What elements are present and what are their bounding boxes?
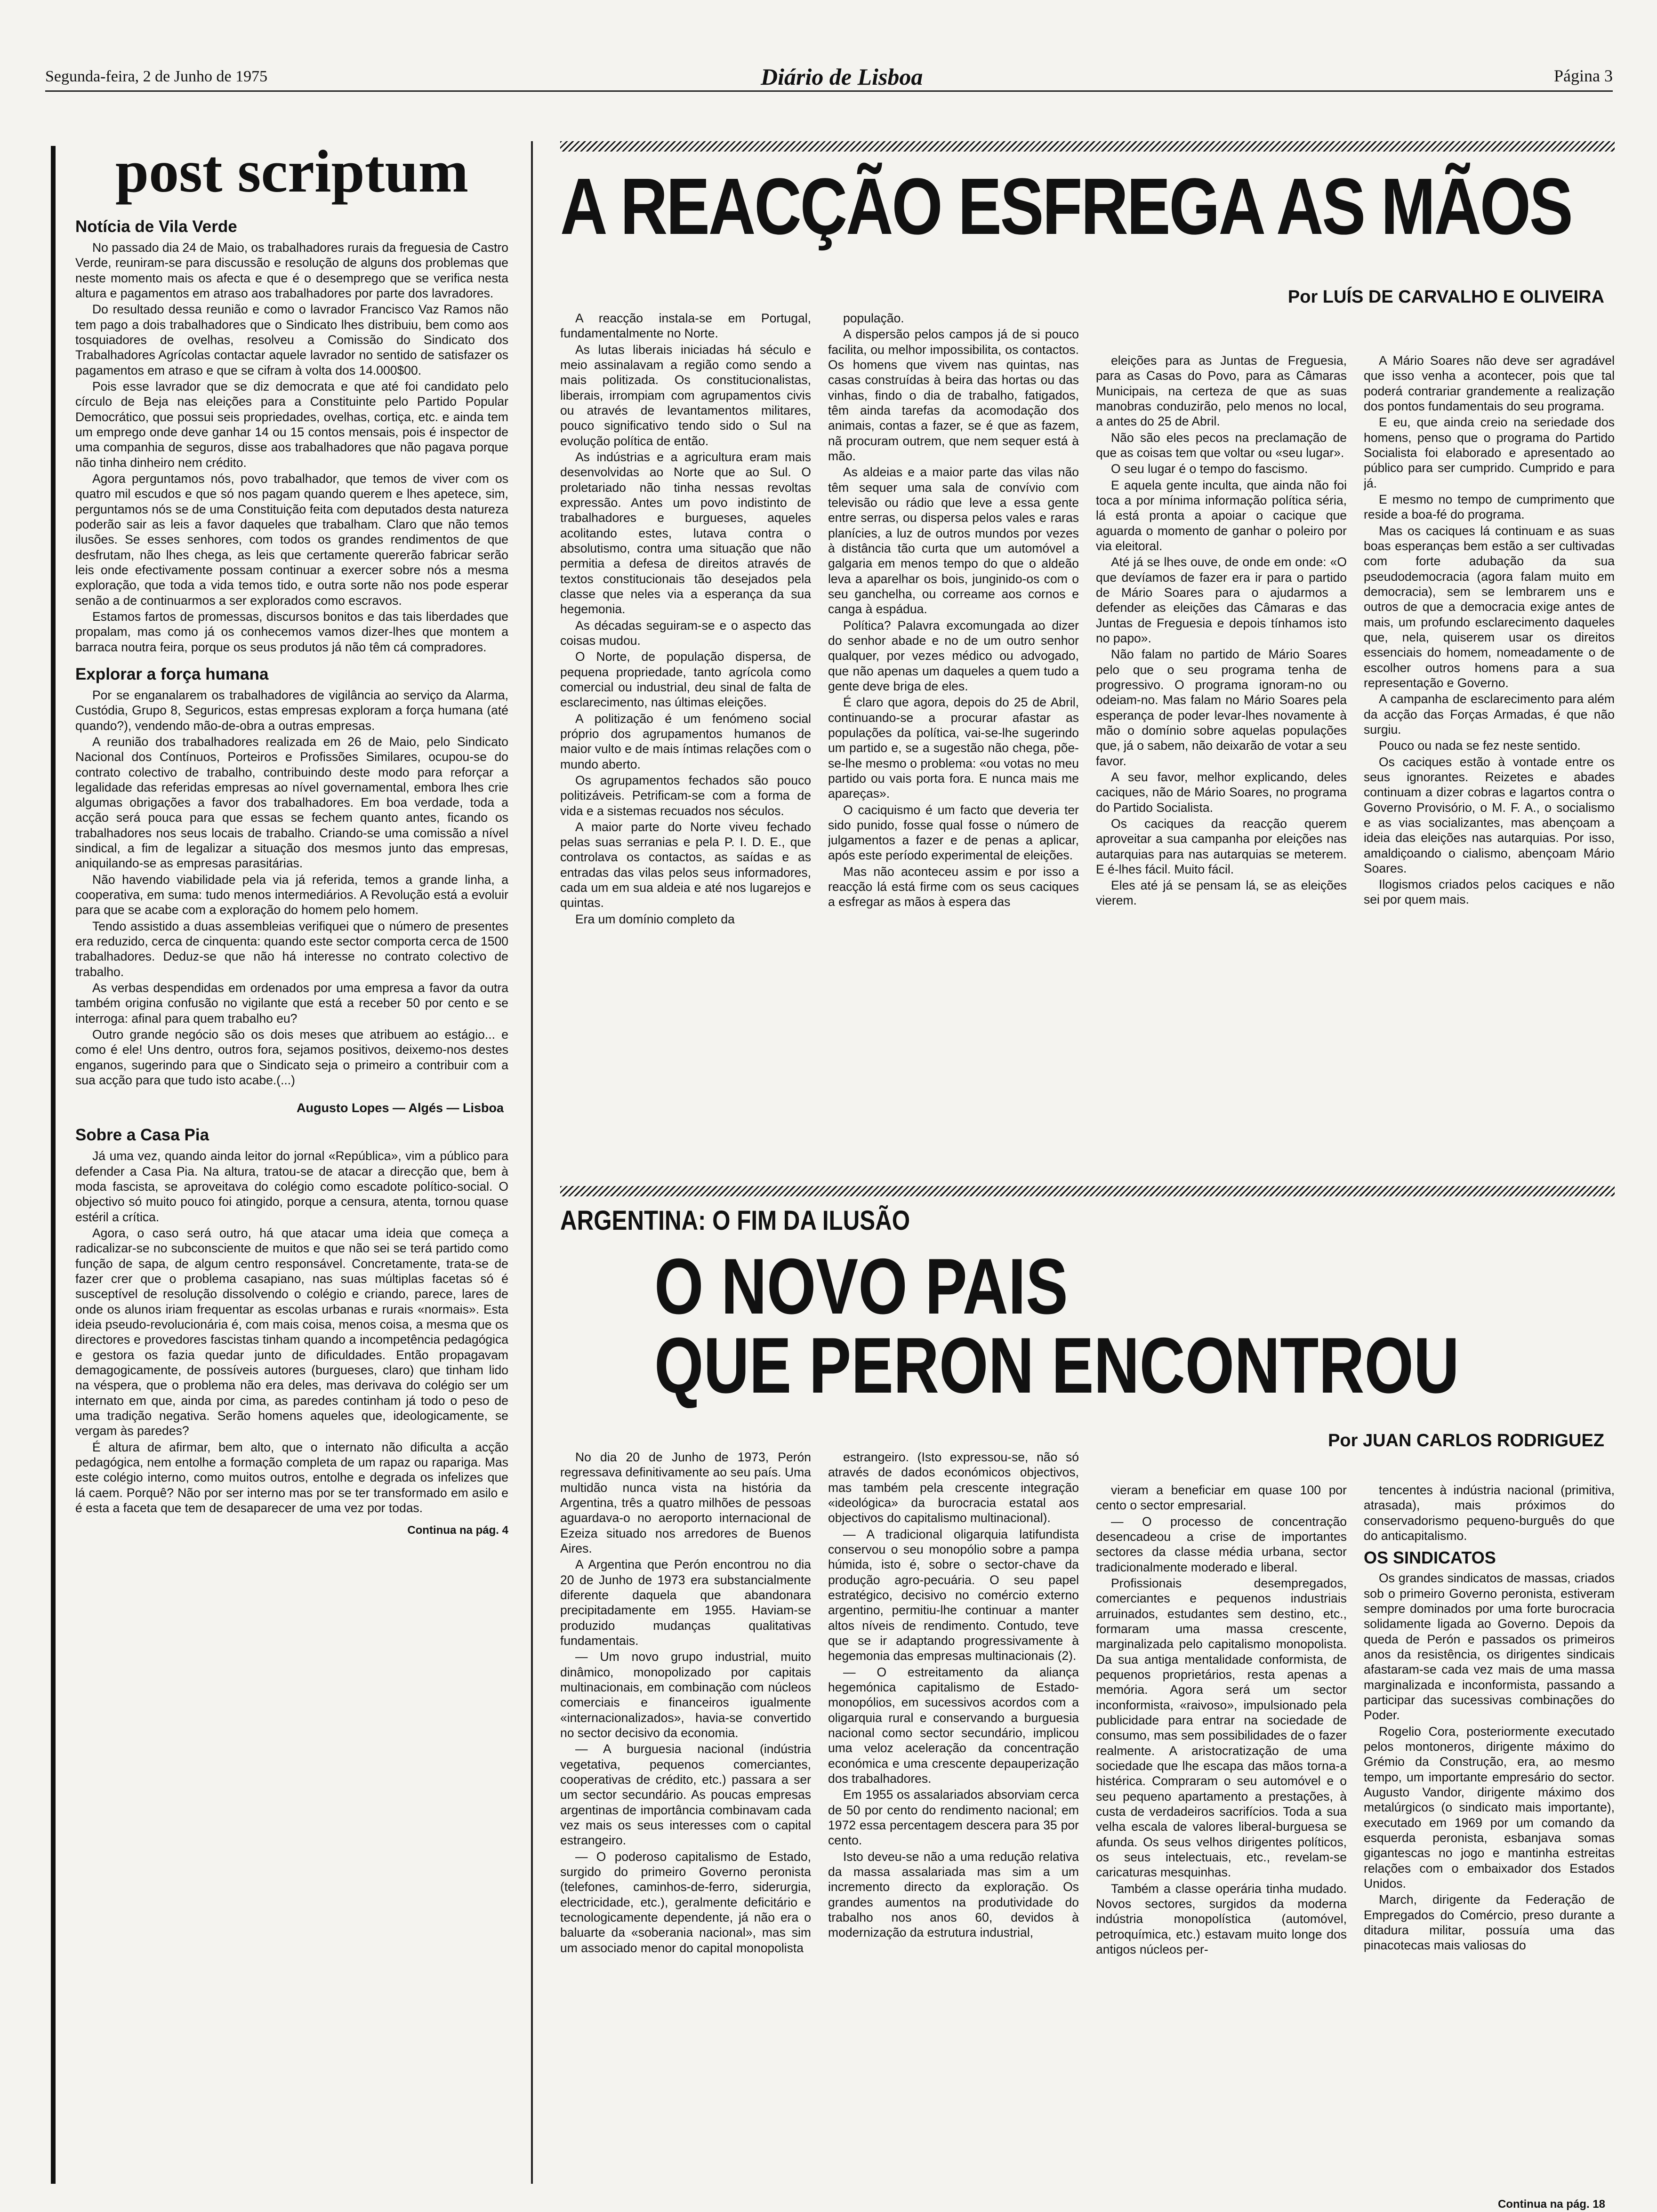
- paragraph: vieram a beneficiar em quase 100 por cento o sector empresarial.: [1096, 1483, 1347, 1513]
- article-byline: Por LUÍS DE CARVALHO E OLIVEIRA: [1287, 287, 1604, 307]
- section-heading-casa-pia: Sobre a Casa Pia: [75, 1126, 209, 1145]
- paragraph: A Argentina que Perón encontrou no dia 20 de Junho de 1973 era substancialmente diferente daquela que abandonara precipitadamente em 1955. Haviam-se produzido mudanças qualitativas fundamentais.: [560, 1557, 811, 1648]
- paragraph: E mesmo no tempo de cumprimento que reside a boa-fé do programa.: [1364, 492, 1615, 522]
- paragraph: Pois esse lavrador que se diz democrata e que até foi candidato pelo círculo de Beja nas eleições para a Constituinte pelo Partido Popular Democrático, que possui seis propriedades, ovelhas, cortiça, etc. e ainda tem um emprego onde deve ganhar 14 ou 15 contos mensais, pois é inspector de uma companhia de seguros, disse aos trabalhadores que não pagava porque não tinha dinheiro nem crédito.: [75, 379, 508, 470]
- article-byline: Por JUAN CARLOS RODRIGUEZ: [1328, 1431, 1604, 1451]
- paragraph: As indústrias e a agricultura eram mais desenvolvidas ao Norte que ao Sul. O proletariado não tinha nessas revoltas expressão. Antes um povo indistinto de trabalhadores e burgueses, aqueles acolitando estes, lutava contra o absolutismo, contra uma situação que não permitia a defesa de direitos através de textos constitucionais tão desejados pela classe que neles via a esperança da sua hegemonia.: [560, 449, 811, 617]
- paragraph: March, dirigente da Federação de Empregados do Comércio, preso durante a ditadura militar, possuía uma das pinacotecas mais valiosas do: [1364, 1892, 1615, 1953]
- paragraph: Até já se lhes ouve, de onde em onde: «O que devíamos de fazer era ir para o partido de Mário Soares para o ajudarmos a defender as eleições das Câmaras e das Juntas de Freguesia e depois tínhamos isto no papo».: [1096, 555, 1347, 645]
- paragraph: No dia 20 de Junho de 1973, Perón regressava definitivamente ao seu país. Uma multidão nunca vista na história da Argentina, três a quatro milhões de pessoas aguardava-o no aeroporto internacional de Ezeiza situado nos arredores de Buenos Aires.: [560, 1450, 811, 1555]
- paragraph: Não são eles pecos na preclamação de que as coisas tem que voltar ou «seu lugar».: [1096, 430, 1347, 460]
- paragraph: As lutas liberais iniciadas há século e meio assinalavam a região como sendo a mais politizada. Os constitucionalistas, liberais, irrompiam com agrupamentos civis ou através de levantamentos militares, pouco significativo tendo sido o Sul na evolução política de então.: [560, 342, 811, 448]
- paragraph: Agora perguntamos nós, povo trabalhador, que temos de viver com os quatro mil escudos e que só nos pagam quando querem e lhes apetece, sim, perguntamos nós se de uma Constituição feita com deputados desta natureza poderão sair as leis a favor daqueles que trabalham. Claro que não temos ilusões. Se esses senhores, com todos os grandes rendimentos de que desfrutam, não lhes chega, as leis que certamente quererão fabricar serão leis onde efectivamente possam continuar a exercer sobre nós a mesma exploração, que toda a vida temos tido, e outra sorte não nos pode esperar senão a de continuarmos a ser explorados como escravos.: [75, 471, 508, 608]
- paragraph: No passado dia 24 de Maio, os trabalhadores rurais da freguesia de Castro Verde, reuniram-se para discussão e resolução de alguns dos problemas que neste momento mais os afecta e que é o desemprego que se verifica nesta altura e pagamentos em atraso aos trabalhadores por parte dos lavradores.: [75, 240, 508, 300]
- paragraph: É claro que agora, depois do 25 de Abril, continuando-se a procurar afastar as populações da política, vai-se-lhe sugerindo um partido e, se a sugestão não chega, põe-se-lhe mesmo o problema: «ou votas no meu partido ou vais porta fora. E nunca mais me apareças».: [828, 695, 1079, 801]
- paragraph: Os grandes sindicatos de massas, criados sob o primeiro Governo peronista, estiveram sempre dominados por uma forte burocracia solidamente ligada ao Governo. Depois da queda de Perón e passados os primeiros anos da resistência, os dirigentes sindicais afastaram-se cada vez mais de uma massa marginalizada e inconformista, passando a participar das sucessivas combinações do Poder.: [1364, 1571, 1615, 1723]
- paragraph: A politização é um fenómeno social próprio dos agrupamentos humanos de maior vulto e de mais íntimas relações com o mundo aberto.: [560, 711, 811, 771]
- paragraph: As verbas despendidas em ordenados por uma empresa a favor da outra também origina confusão no vigilante que está a receber 50 por cento e se interroga: afinal para quem trabalho eu?: [75, 981, 508, 1026]
- paragraph: Do resultado dessa reunião e como o lavrador Francisco Vaz Ramos não tem pago a dois trabalhadores que o Sindicato lhes distribuiu, bem como aos tosquiadores de ovelhas, resolveu a Comissão do Sindicato dos Trabalhadores Agrícolas contactar aquele lavrador no sentido de satisfazer os pagamentos em atraso e que se cifram à volta dos 14.000$00.: [75, 302, 508, 377]
- paragraph: A Mário Soares não deve ser agradável que isso venha a acontecer, pois que tal poderá contrariar grandemente a realização dos pontos fundamentais do seu programa.: [1364, 353, 1615, 413]
- page-header: [45, 61, 1613, 94]
- letter-signature: Augusto Lopes — Algés — Lisboa: [296, 1101, 504, 1115]
- text-column: [1096, 311, 1347, 1167]
- paragraph: As décadas seguiram-se e o aspecto das coisas mudou.: [560, 618, 811, 648]
- column-divider: [531, 141, 533, 2184]
- article-headline: [654, 1242, 1459, 1410]
- paragraph: tencentes à indústria nacional (primitiva, atrasada), mais próximos do conservadorismo pequeno-burguês do que do anticapitalismo.: [1364, 1483, 1615, 1543]
- paragraph: O caciquismo é um facto que deveria ter sido punido, fosse qual fosse o número de julgamentos a fazer e de penas a aplicar, após este período experimental de eleições.: [828, 802, 1079, 863]
- paragraph: Era um domínio completo da: [575, 912, 735, 926]
- paragraph: Não havendo viabilidade pela via já referida, temos a grande linha, a cooperativa, em suma: tudo menos intermediários. A Revolução está a evoluir para que se acabe com a exploração do homem pelo homem.: [75, 872, 508, 917]
- paragraph: Os caciques da reacção querem aproveitar a sua campanha por eleições nas autarquias para nas autarquias se meterem. E é-lhes fácil. Muito fácil.: [1096, 816, 1347, 876]
- paragraph: Pouco ou nada se fez neste sentido.: [1379, 738, 1581, 753]
- paragraph: A maior parte do Norte viveu fechado pelas suas serranias e pela P. I. D. E., que controlava os contactos, as saídas e as entradas das vilas pelos seus informadores, cada um em sua aldeia e até nos lugarejos e quintas.: [560, 819, 811, 910]
- paragraph: Agora, o caso será outro, há que atacar uma ideia que começa a radicalizar-se no subconsciente de muitos e que não sei se terá partido como função de sapa, de algum centro responsável. Concretamente, trata-se de fazer crer que o problema casapiano, nas suas múltiplas facetas só é susceptível de resolução dissolvendo o colégio e criando, parece, lares de onde os alunos iriam frequentar as escolas urbanas e rurais «normais». Esta ideia pseudo-revolucionária é, com mais coisa, menos coisa, a mesma que os directores e provedores fascistas tinham quando a incompetência pedagógica e gestora os fazia quedar junto de dificuldades. Então propagavam demagogicamente, de possíveis autores (burgueses, claro) que tinham lido na véspera, que o problema não era deles, mas derivava do colégio ser um internato em que, ainda por cima, as paredes continham já todo o peso de uma tradição negativa. Serão homens aqueles que, ideologicamente, se vergam às paredes?: [75, 1226, 508, 1438]
- paragraph: Já uma vez, quando ainda leitor do jornal «República», vim a público para defender a Casa Pia. Na altura, tratou-se de atacar a direcção que, bem à moda fascista, se aproveitava do colégio como escadote político-social. O objectivo só muito pouco foi atingido, porque a censura, atenta, tornou quase estéril a crítica.: [75, 1149, 508, 1224]
- article-argentina: [560, 1186, 1615, 2212]
- paragraph: As aldeias e a maior parte das vilas não têm sequer uma sala de convívio com televisão ou rádio que leve a essa gente entre serras, ou dispersa pelos vales e raras planícies, a luz de outros mundos por vezes à distância tão curta que um automóvel a galgaria em menos tempo do que o aldeão leva a aparelhar os bois, junginido-os com o seu ganchelha, ou correame aos cornos e canga à espádua.: [828, 465, 1079, 617]
- paragraph: Política? Palavra excomungada ao dizer do senhor abade e no de um outro senhor qualquer, por vezes médico ou advogado, que não apenas um daqueles a quem tudo a gente deve briga de eles.: [828, 618, 1079, 693]
- text-column: [828, 311, 1079, 1167]
- hatched-rule: [560, 1186, 1615, 1196]
- paragraph: E aquela gente inculta, que ainda não foi toca a por mínima informação política séria, lá está pronta a apoiar o cacique que aguarda o momento de ganhar o poleiro por via eleitoral.: [1096, 478, 1347, 553]
- hatched-rule: [560, 141, 1615, 152]
- page-number: Página 3: [1554, 66, 1613, 85]
- headline-line: O NOVO PAIS: [654, 1242, 1068, 1330]
- paragraph: O seu lugar é o tempo do fascismo.: [1111, 462, 1308, 476]
- paragraph: Os caciques estão à vontade entre os seus ignorantes. Reizetes e abades continuam a dizer cobras e lagartos contra o Governo Provisório, o M. F. A., o socialismo e as vias socializantes, mas abençoam a ideia das eleições nas autarquias. Por isso, amaldiçoando o cialismo, abençoam Mário Soares.: [1364, 754, 1615, 875]
- paragraph: A reacção instala-se em Portugal, fundamentalmente no Norte.: [560, 311, 811, 341]
- section-heading-sindicatos: OS SINDICATOS: [1364, 1548, 1496, 1568]
- paragraph: Ilogismos criados pelos caciques e não sei por quem mais.: [1364, 877, 1615, 907]
- post-scriptum-title: post scriptum: [115, 141, 469, 205]
- paragraph: A campanha de esclarecimento para além da acção das Forças Armadas, é que não surgiu.: [1364, 692, 1615, 737]
- paragraph: Tendo assistido a duas assembleias verifiquei que o número de presentes era reduzido, cerca de cinquenta: quando este sector comporta cerca de 1500 trabalhadores. Deduz-se que não há interesse no contrato colectivo de trabalho.: [75, 919, 508, 979]
- paragraph: — O poderoso capitalismo de Estado, surgido do primeiro Governo peronista (telefones, caminhos-de-ferro, siderurgia, electricidade, etc.), geralmente deficitário e tecnologicamente dependente, já não era o baluarte da «soberania nacional», mas sim um associado menor do capital monopolista: [560, 1849, 811, 1955]
- paragraph: Mas os caciques lá continuam e as suas boas esperanças bem estão a ser cultivadas com forte adubação da sua pseudodemocracia (agora falam muito em democracia), sem se lembrarem uns e outros de que a democracia exige antes de mais, um profundo esclarecimento daqueles que, nela, quiserem usar os direitos essenciais do homem, nomeadamente o de escolher outros homens para a sua representação e Governo.: [1364, 523, 1615, 690]
- paragraph: estrangeiro. (Isto expressou-se, não só através de dados económicos objectivos, mas também pela crescente integração «ideológica» da burocracia estatal aos objectivos do capitalismo multinacional).: [828, 1450, 1079, 1525]
- text-column: [828, 1450, 1079, 2193]
- text-column: [560, 1450, 811, 2193]
- post-scriptum-side-rule: [51, 146, 56, 2184]
- paragraph: A reunião dos trabalhadores realizada em 26 de Maio, pelo Sindicato Nacional dos Contínuos, Porteiros e Profissões Similares, ocupou-se do contrato colectivo de trabalho, contribuindo deste modo para reforçar a legalidade das referidas empresas ao nível governamental, embora lhes crie algumas obrigações a favor dos trabalhadores. Em boa verdade, toda a acção será pouca para que essas se fechem quanto antes, ficando os trabalhadores nos seus locais de trabalho. Criando-se uma comissão a nível sindical, a fim de legalizar a situação dos mesmos junto das empresas, aniquilando-se as empresas parasitárias.: [75, 734, 508, 871]
- header-rule: [45, 90, 1613, 92]
- paragraph: Também a classe operária tinha mudado. Novos sectores, surgidos da moderna indústria monopolística (automóvel, petroquímica, etc.) estavam muito longe dos antigos núcleos per-: [1096, 1881, 1347, 1956]
- paragraph: Em 1955 os assalariados absorviam cerca de 50 por cento do rendimento nacional; em 1972 essa percentagem descera para 35 por cento.: [828, 1787, 1079, 1848]
- text-column: [1364, 311, 1615, 1167]
- issue-date: Segunda-feira, 2 de Junho de 1975: [45, 68, 268, 85]
- paragraph: — O estreitamento da aliança hegemónica capitalismo de Estado-monopólios, em sucessivos acordos com a oligarquia rural e conservando a burguesia nacional como sector secundário, implicou uma veloz aceleração da concentração económica e uma crescente depauperização dos trabalhadores.: [828, 1665, 1079, 1786]
- article-reaccao: [560, 141, 1615, 1172]
- newspaper-name: Diário de Lisboa: [761, 64, 923, 90]
- paragraph: Isto deveu-se não a uma redução relativa da massa assalariada mas sim a um incremento directo da exploração. Os grandes aumentos na produtividade do trabalho nos anos 60, devidos à modernização da estrutura industrial,: [828, 1849, 1079, 1940]
- continued-note: Continua na pág. 4: [407, 1524, 508, 1537]
- paragraph: Não falam no partido de Mário Soares pelo que o seu programa tenha de progressivo. O programa ignoram-no ou odeiam-no. Mas falam no Mário Soares pela esperança de poder levar-lhes novamente à mão o domínio sobre aquelas populações que, já o sabem, não deixarão de votar a seu favor.: [1096, 647, 1347, 768]
- paragraph: — Um novo grupo industrial, muito dinâmico, monopolizado por capitais multinacionais, em combinação com núcleos comerciais e financeiros igualmente «internacionalizados», havia-se convertido no sector decisivo da economia.: [560, 1650, 811, 1740]
- article-headline: A REACÇÃO ESFREGA AS MÃOS: [560, 162, 1572, 251]
- article-kicker: ARGENTINA: O FIM DA ILUSÃO: [560, 1205, 910, 1236]
- article-columns: [560, 311, 1615, 1167]
- paragraph: Mas não aconteceu assim e por isso a reacção lá está firme com os seus caciques a esfregar as mãos à espera das: [828, 864, 1079, 909]
- text-column: [1096, 1450, 1347, 2193]
- headline-line: QUE PERON ENCONTROU: [654, 1321, 1459, 1410]
- paragraph: população.: [843, 311, 904, 325]
- paragraph: Outro grande negócio são os dois meses que atribuem ao estágio... e como é ele! Uns dentro, outros fora, sejamos positivos, deixemo-nos destes enganos, sugerindo para que o Sindicato seja o primeiro a contribuir com a sua acção para que tudo isto acabe.(...): [75, 1027, 508, 1088]
- text-column: [1364, 1450, 1615, 2193]
- paragraph: Os agrupamentos fechados são pouco politizáveis. Petrificam-se com a forma de vida e a sistemas recuados nos séculos.: [560, 773, 811, 818]
- paragraph: Estamos fartos de promessas, discursos bonitos e das tais liberdades que propalam, mas como já os conhecemos vamos dizer-lhes que montem a barraca noutra feira, porque os seus produtos já não têm cá compradores.: [75, 609, 508, 654]
- post-scriptum-column: [75, 141, 508, 2174]
- section-heading-vila-verde: Notícia de Vila Verde: [75, 217, 237, 236]
- paragraph: — O processo de concentração desencadeou a crise de importantes sectores da classe média urbana, sector tradicionalmente moderado e liberal.: [1096, 1514, 1347, 1574]
- paragraph: Profissionais desempregados, comerciantes e pequenos industriais arruinados, estudantes sem destino, etc., formaram uma massa crescente, marginalizada pelo capitalismo monopolista. Da sua antiga mentalidade conformista, de pequenos proprietários, resta apenas a memória. Agora será um sector inconformista, «raivoso», impulsionado pela publicidade para entrar na sociedade de consumo, mas sem possibilidades de o fazer realmente. A aristocratização de uma sociedade que lhe escapa das mãos torna-a histérica. Compraram o seu automóvel e o seu pequeno apartamento a prestações, à custa de verdadeiros sacrifícios. Toda a sua velha escala de valores liberal-burguesa se afunda. Os seus velhos dirigentes políticos, os seus intelectuais, etc., revelam-se caricaturas mesquinhas.: [1096, 1576, 1347, 1880]
- paragraph: Por se enganalarem os trabalhadores de vigilância ao serviço da Alarma, Custódia, Grupo 8, Seguricos, estas empresas exploram a força humana (até quando?), vendendo mão-de-obra a outras empresas.: [75, 688, 508, 733]
- paragraph: É altura de afirmar, bem alto, que o internato não dificulta a acção pedagógica, nem entolhe a formação completa de um rapaz ou rapariga. Mas este colégio interno, como muitos outros, entolhe e degrada os infelizes que lá caem. Porquê? Não por ser interno mas por se ter transformado em asilo e é esta a faceta que tem de desaparecer de uma vez por todas.: [75, 1440, 508, 1515]
- paragraph: A seu favor, melhor explicando, deles caciques, não de Mário Soares, no programa do Partido Socialista.: [1096, 769, 1347, 815]
- text-column: [560, 311, 811, 1167]
- article-columns: [560, 1450, 1615, 2193]
- paragraph: Rogelio Cora, posteriormente executado pelos montoneros, dirigente máximo do Grémio da Construção, era, ao mesmo tempo, um importante empresário do sector. Augusto Vandor, dirigente máximo dos metalúrgicos (o sindicato mais importante), executado em 1969 por um comando da esquerda peronista, esbanjava somas gigantescas no jogo e mantinha estreitas relações com o embaixador dos Estados Unidos.: [1364, 1724, 1615, 1891]
- paragraph: E eu, que ainda creio na seriedade dos homens, penso que o programa do Partido Socialista foi elaborado e apresentado ao público para ser cumprido. Cumprido e para já.: [1364, 415, 1615, 490]
- paragraph: O Norte, de população dispersa, de pequena propriedade, tanto agrícola como comercial ou industrial, deu sinal de falta de esclarecimento, nas últimas eleições.: [560, 649, 811, 710]
- paragraph: Eles até já se pensam lá, se as eleições vierem.: [1096, 878, 1347, 908]
- paragraph: — A tradicional oligarquia latifundista conservou o seu monopólio sobre a pampa húmida, isto é, sobre o sector-chave da produção agro-pecuária. O seu papel estratégico, decisivo no comércio externo argentino, permitiu-lhe continuar a manter altos níveis de rendimento. Contudo, teve que se ir adaptando progressivamente à hegemonia das empresas multinacionais (2).: [828, 1527, 1079, 1663]
- paragraph: A dispersão pelos campos já de si pouco facilita, ou melhor impossibilita, os contactos. Os homens que vivem nas quintas, nas casas construídas à beira das hortas ou das vinhas, findo o dia de trabalho, fatigados, têm ainda tarefas da acomodação dos animais, contas a fazer, se é que as fazem, nã procuram outrem, que nem sequer está à mão.: [828, 327, 1079, 463]
- continued-note: Continua na pág. 18: [1497, 2198, 1605, 2211]
- paragraph: eleições para as Juntas de Freguesia, para as Casas do Povo, para as Câmaras Municipais, na certeza de que as suas manobras conduzirão, pelo menos no local, a antes do 25 de Abril.: [1096, 353, 1347, 429]
- paragraph: — A burguesia nacional (indústria vegetativa, pequenos comerciantes, cooperativas de crédito, etc.) passara a ser um sector secundário. As poucas empresas argentinas de importância combinavam cada vez mais os seus interesses com o capital estrangeiro.: [560, 1742, 811, 1848]
- section-heading-forca-humana: Explorar a força humana: [75, 665, 269, 683]
